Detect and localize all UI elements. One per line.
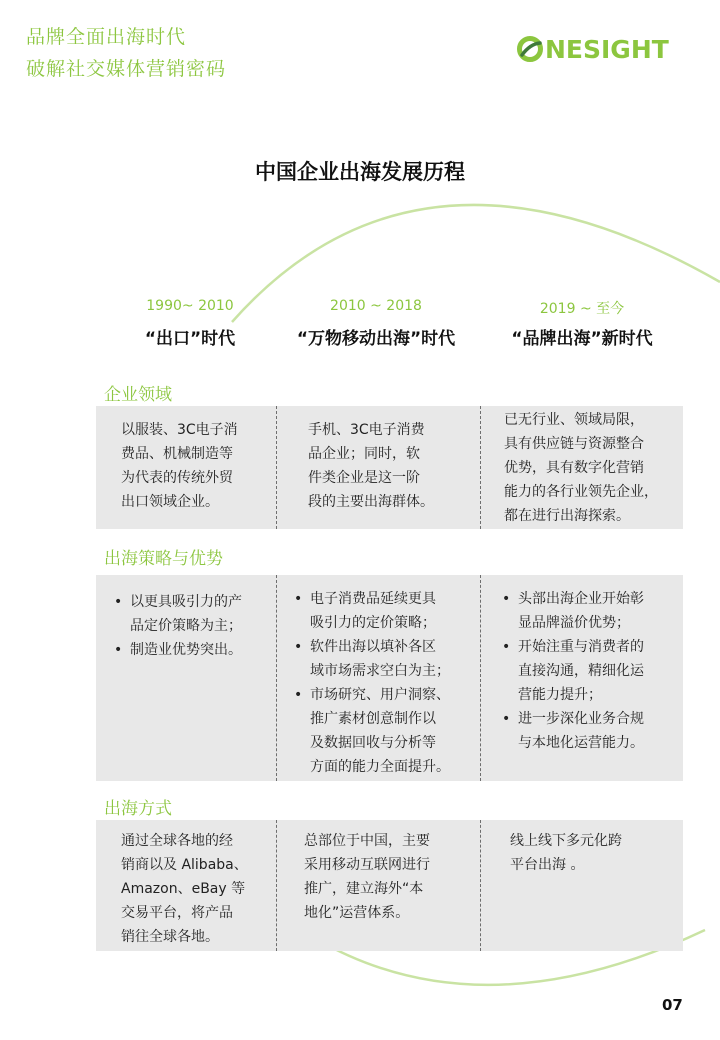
industry-cell-2: 手机、3C电子消费 品企业；同时，软 件类企业是这一阶 段的主要出海群体。: [308, 422, 434, 510]
bullet-item: • 开始注重与消费者的 直接沟通，精细化运 营能力提升；: [500, 635, 644, 707]
strategy-cell-3: [500, 587, 644, 755]
era-2-name: “万物移动出海”时代: [296, 329, 456, 349]
bullet-item: • 进一步深化业务合规 与本地化运营能力。: [500, 707, 644, 755]
onesight-logo: [516, 34, 669, 64]
era-1-year: 1990~ 2010: [146, 298, 234, 314]
bullet-item: • 电子消费品延续更具 吸引力的定价策略；: [292, 587, 450, 635]
method-cell-2: 总部位于中国，主要 采用移动互联网进行 推广，建立海外“本 地化”运营体系。: [304, 833, 430, 921]
method-cell-1: 通过全球各地的经 销商以及 Alibaba、 Amazon、eBay 等 交易平台，将产品 销往全球各地。: [121, 833, 248, 945]
method-band: [96, 820, 683, 951]
bullet-item: • 制造业优势突出。: [112, 638, 242, 662]
bullet-item: • 软件出海以填补各区 域市场需求空白为主；: [292, 635, 450, 683]
page-number: 07: [662, 996, 683, 1014]
industry-band: [96, 406, 683, 529]
page-title: 中国企业出海发展历程: [255, 160, 465, 184]
header-line-2: 破解社交媒体营销密码: [26, 58, 227, 80]
strategy-cell-2: [292, 587, 450, 779]
method-cell-3: 线上线下多元化跨 平台出海 。: [510, 833, 622, 873]
industry-cell-3: 已无行业、领域局限， 具有供应链与资源整合 优势，具有数字化营销 能力的各行业领先企业， 都在进行出海探索。: [504, 412, 658, 524]
logo-text: NESIGHT: [545, 34, 669, 64]
industry-cell-1: 以服装、3C电子消 费品、机械制造等 为代表的传统外贸 出口领域企业。: [121, 422, 238, 510]
bullet-item: • 以更具吸引力的产 品定价策略为主；: [112, 590, 242, 638]
column-divider: [480, 406, 481, 529]
onesight-o-logo-icon: [516, 35, 544, 63]
header-line-1: 品牌全面出海时代: [26, 26, 187, 48]
section-title-industry: 企业领域: [104, 385, 172, 405]
column-divider: [480, 575, 481, 781]
column-divider: [480, 820, 481, 951]
column-divider: [276, 820, 277, 951]
strategy-band: [96, 575, 683, 781]
bullet-item: • 市场研究、用户洞察、 推广素材创意制作以 及数据回收与分析等 方面的能力全面提升。: [292, 683, 450, 779]
strategy-cell-1: [112, 590, 242, 662]
section-title-method: 出海方式: [104, 799, 172, 819]
section-title-strategy: 出海策略与优势: [104, 549, 223, 569]
column-divider: [276, 575, 277, 781]
era-2-year: 2010 ~ 2018: [330, 298, 422, 314]
bullet-item: • 头部出海企业开始彰 显品牌溢价优势；: [500, 587, 644, 635]
era-3-year: 2019 ~ 至今: [539, 301, 625, 317]
column-divider: [276, 406, 277, 529]
era-3-name: “品牌出海”新时代: [511, 329, 653, 349]
era-1-name: “出口”时代: [144, 329, 236, 349]
